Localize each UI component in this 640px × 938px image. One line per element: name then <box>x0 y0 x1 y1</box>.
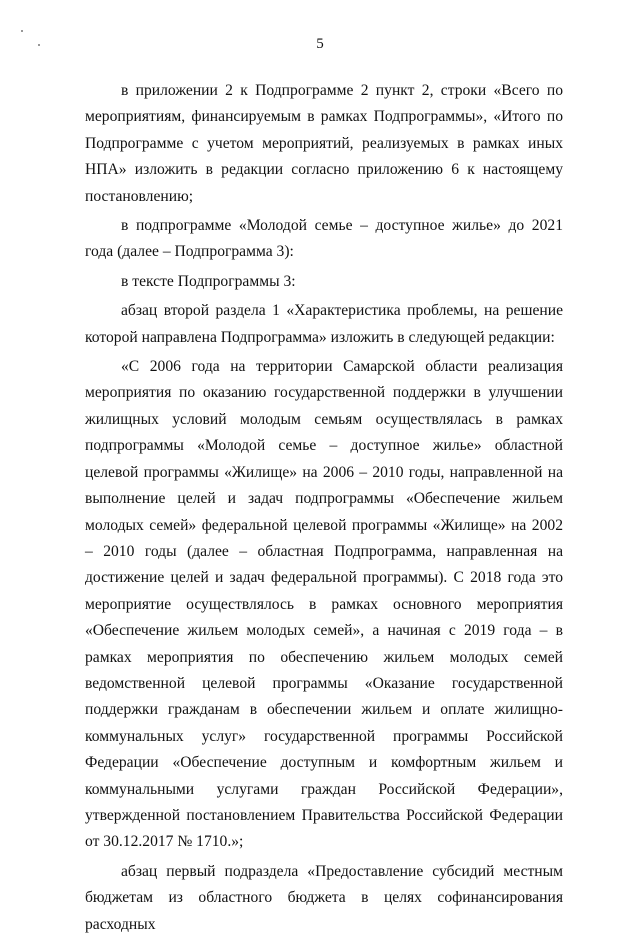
paragraph-subsection: абзац первый подраздела «Предоставление субсидий местным бюджетам из областного бюджета в целях софинансирования расходных <box>85 862 563 933</box>
document-body <box>85 78 563 938</box>
paragraph-subprogram-3: в подпрограмме «Молодой семье – доступное жилье» до 2021 года (далее – Подпрограмма 3): <box>85 217 563 261</box>
scan-speck <box>21 30 23 32</box>
page-number: 5 <box>316 36 324 52</box>
paragraph-section-1: абзац второй раздела 1 «Характеристика проблемы, на решение которой направлена Подпрограмма» изложить в следующей редакции: <box>85 302 563 346</box>
scan-speck <box>38 44 40 46</box>
paragraph-appendix-2: в приложении 2 к Подпрограмме 2 пункт 2, строки «Всего по мероприятиям, финансируемым в рамках Подпрограммы», «Итого по Подпрограмме с учетом мероприятий, реализуемых в рамках иных НПА» изложить в редакции согласно приложению 6 к настоящему постановлению; <box>85 82 563 205</box>
paragraph-quoted-text: «С 2006 года на территории Самарской области реализация мероприятия по оказанию государственной поддержки в улучшении жилищных условий молодым семьям осуществлялась в рамках подпрограммы «Молодой семье – доступное жилье» областной целевой программы «Жилище» на 2006 – 2010 годы, направленной на выполнение целей и задач подпрограммы «Обеспечение жильем молодых семей» федеральной целевой программы «Жилище» на 2002 – 2010 годы (далее – областная Подпрограмма, направленная на достижение целей и задач федеральной программы). С 2018 года это мероприятие осуществлялось в рамках основного мероприятия «Обеспечение жильем молодых семей», а начиная с 2019 года – в рамках мероприятия по обеспечению жильем молодых семей ведомственной целевой программы «Оказание государственной поддержки гражданам в обеспечении жильем и оплате жилищно-коммунальных услуг» государственной программы Российской Федерации «Обеспечение доступным и комфортным жильем и коммунальными услугами граждан Российской Федерации», утвержденной постановлением Правительства Российской Федерации от 30.12.2017 № 1710.»; <box>85 358 563 851</box>
paragraph-in-text: в тексте Подпрограммы 3: <box>121 272 296 290</box>
